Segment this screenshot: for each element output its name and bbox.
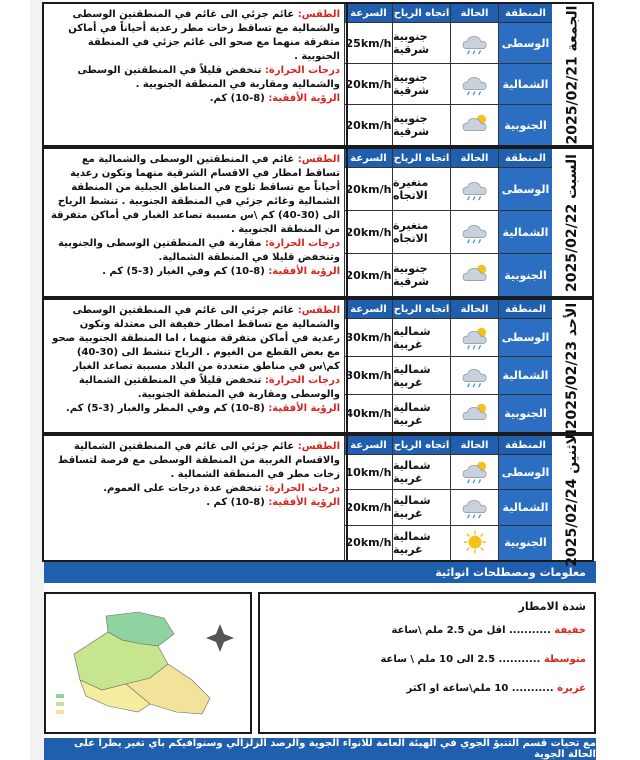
cloud-rain-icon	[458, 176, 492, 202]
visibility-paragraph	[50, 265, 340, 279]
cloud-rain-icon	[458, 363, 492, 389]
region-name: الجنوبية	[498, 525, 552, 560]
visibility-paragraph-label: الرؤية الأفقية:	[268, 266, 340, 277]
temperature-paragraph-label: درجات الحرارة:	[264, 238, 340, 249]
day-forecast	[42, 147, 594, 298]
header-state: الحالة	[450, 436, 498, 454]
forecast-description	[44, 4, 348, 145]
forecast-description	[44, 300, 348, 432]
region-name: الشمالية	[498, 489, 552, 524]
partly-cloudy-icon	[458, 112, 492, 138]
weather-paragraph	[50, 153, 340, 237]
region-name: الجنوبية	[498, 253, 552, 296]
visibility-paragraph-label: الرؤية الأفقية:	[268, 403, 340, 414]
weather-paragraph-text: غائم في المنطقتين الوسطى والشمالية مع تساقط امطار في الاقسام الشرقية منهما وتكون رعدية أحياناً مع تساقط ثلوج في المناطق الجبلية من المنطقة الشمالية وغائم جزئي في المنطقة الجنوبية . تنشط الرياح الى (30-40) كم \س مسببة تصاعد الغبار في أماكن متفرقة من المنطقة الجنوبية .	[50, 154, 340, 235]
temperature-paragraph-label: درجات الحرارة:	[264, 375, 340, 386]
header-region: المنطقة	[498, 4, 552, 22]
forecast-table	[344, 436, 552, 560]
visibility-paragraph-label: الرؤية الأفقية:	[268, 93, 340, 104]
wind-speed: 20km/h	[344, 489, 392, 524]
day-forecast	[42, 298, 594, 434]
region-name: الشمالية	[498, 210, 552, 253]
wind-direction: شمالية غربية	[392, 356, 450, 394]
day-forecast	[42, 429, 594, 567]
region-name: الجنوبية	[498, 104, 552, 145]
date-column	[550, 429, 592, 567]
temperature-paragraph-text: مقاربة في المنطقتين الوسطى والجنوبية وتنخفض قليلا في المنطقة الشمالية.	[58, 238, 340, 263]
weather-paragraph	[50, 304, 340, 374]
header-state: الحالة	[450, 149, 498, 167]
header-region: المنطقة	[498, 436, 552, 454]
weather-state-cell	[450, 210, 498, 253]
footer-bar	[44, 738, 596, 760]
legend-item-name: متوسطة	[543, 654, 586, 665]
weather-state-cell	[450, 356, 498, 394]
weather-paragraph-label: الطقس:	[297, 305, 340, 316]
info-title: معلومات ومصطلحات انوائية	[435, 565, 586, 579]
temperature-paragraph-text: تنخفض قليلاً في المنطقتين الوسطى والشمالية ومقاربة في المنطقة الجنوبية .	[77, 65, 340, 90]
cloud-rain-icon	[458, 30, 492, 56]
header-region: المنطقة	[498, 149, 552, 167]
weather-state-cell	[450, 394, 498, 432]
iraq-regions-map	[44, 592, 252, 734]
wind-direction: شمالية غربية	[392, 454, 450, 489]
wind-direction: متغيرة الاتجاه	[392, 210, 450, 253]
wind-direction: جنوبية شرقية	[392, 253, 450, 296]
visibility-paragraph-text: (8-10) كم وفي المطر والغبار (3-5) كم.	[66, 403, 265, 414]
weather-paragraph	[50, 440, 340, 482]
cloud-rain-icon	[458, 71, 492, 97]
weather-paragraph-label: الطقس:	[297, 441, 340, 452]
legend-item-desc: ........... اقل من 2.5 ملم \ساعة	[391, 625, 551, 636]
day-date: الأحد 2025/02/23	[564, 302, 580, 430]
weather-paragraph	[50, 8, 340, 64]
wind-direction: شمالية غربية	[392, 318, 450, 356]
weather-paragraph-text: غائم جزئي الى غائم في المنطقتين الشمالية والاقسام الغربية من المنطقة الوسطى مع فرصة لتساقط زخات مطر في المنطقة الشمالية .	[57, 441, 340, 480]
region-name: الوسطى	[498, 22, 552, 63]
region-name: الوسطى	[498, 454, 552, 489]
wind-direction: متغيرة الاتجاه	[392, 167, 450, 210]
legend-item	[268, 683, 586, 694]
weather-state-cell	[450, 454, 498, 489]
legend-item	[268, 625, 586, 636]
header-wind-dir: اتجاه الرياح	[392, 300, 450, 318]
header-speed: السرعة	[344, 4, 392, 22]
temperature-paragraph	[50, 237, 340, 265]
temperature-paragraph	[50, 64, 340, 92]
weather-state-cell	[450, 253, 498, 296]
wind-speed: 20km/h	[344, 253, 392, 296]
date-column	[550, 149, 592, 296]
header-wind-dir: اتجاه الرياح	[392, 4, 450, 22]
wind-speed: 20km/h	[344, 210, 392, 253]
forecast-table	[344, 4, 552, 145]
weather-state-cell	[450, 318, 498, 356]
wind-speed: 30km/h	[344, 356, 392, 394]
wind-direction: جنوبية شرقية	[392, 22, 450, 63]
visibility-paragraph-text: (8-10) كم.	[209, 93, 265, 104]
header-speed: السرعة	[344, 436, 392, 454]
wind-direction: شمالية غربية	[392, 525, 450, 560]
wind-speed: 20km/h	[344, 63, 392, 104]
header-state: الحالة	[450, 300, 498, 318]
temperature-paragraph	[50, 482, 340, 496]
sun-icon	[458, 530, 492, 556]
wind-speed: 20km/h	[344, 525, 392, 560]
partly-cloudy-icon	[458, 262, 492, 288]
temperature-paragraph-text: تنخفض قليلاً في المنطقتين الشمالية والوسطى ومقاربة في المنطقة الجنوبية.	[78, 375, 340, 400]
weather-paragraph-label: الطقس:	[297, 154, 340, 165]
wind-speed: 40km/h	[344, 394, 392, 432]
weather-state-cell	[450, 22, 498, 63]
region-name: الشمالية	[498, 356, 552, 394]
date-column	[550, 4, 592, 145]
temperature-paragraph	[50, 374, 340, 402]
visibility-paragraph-label: الرؤية الأفقية:	[268, 497, 340, 508]
legend-item-desc: ........... 2.5 الى 10 ملم \ ساعة	[380, 654, 541, 665]
day-date: الجمعة 2025/02/21	[564, 5, 580, 144]
wind-speed: 10km/h	[344, 454, 392, 489]
legend-item-name: غزيرة	[557, 683, 586, 694]
region-name: الجنوبية	[498, 394, 552, 432]
weather-paragraph-text: غائم جزئي الى غائم في المنطقتين الوسطى والشمالية مع تساقط زخات مطر رعدية أحياناً في أماكن متفرقة منهما مع صحو الى غائم جزئي في المنطقة الجنوبية .	[68, 9, 340, 62]
region-name: الوسطى	[498, 167, 552, 210]
legend-item	[268, 654, 586, 665]
wind-direction: شمالية غربية	[392, 489, 450, 524]
region-name: الوسطى	[498, 318, 552, 356]
temperature-paragraph-text: تنخفض عدة درجات على العموم.	[103, 483, 262, 494]
header-speed: السرعة	[344, 300, 392, 318]
cloud-rain-icon	[458, 494, 492, 520]
visibility-paragraph-text: (8-10) كم وفي الغبار (3-5) كم .	[102, 266, 265, 277]
forecast-description	[44, 436, 348, 560]
info-title-bar	[44, 561, 596, 583]
forecast-table	[344, 149, 552, 296]
weather-state-cell	[450, 167, 498, 210]
legend-item-desc: ........... 10 ملم\ساعة او اكثر	[406, 683, 554, 694]
visibility-paragraph	[50, 496, 340, 510]
date-column	[550, 300, 592, 432]
wind-direction: جنوبية شرقية	[392, 63, 450, 104]
sun-cloud-rain-icon	[458, 325, 492, 351]
rain-intensity-legend	[258, 592, 596, 734]
wind-speed: 30km/h	[344, 318, 392, 356]
legend-item-name: خفيفة	[554, 625, 586, 636]
header-state: الحالة	[450, 4, 498, 22]
header-region: المنطقة	[498, 300, 552, 318]
wind-speed: 25km/h	[344, 22, 392, 63]
partly-cloudy-icon	[458, 401, 492, 427]
temperature-paragraph-label: درجات الحرارة:	[264, 483, 340, 494]
weather-state-cell	[450, 63, 498, 104]
map-image	[46, 594, 250, 732]
header-speed: السرعة	[344, 149, 392, 167]
weather-state-cell	[450, 525, 498, 560]
weather-paragraph-text: غائم جزئي الى غائم في المنطقتين الوسطى والشمالية مع تساقط امطار خفيفة الى معتدلة وتكون رعدية في أماكن متفرقة منهما ، اما المنطقة الجنوبية صحو مع بعض القطع من الغيوم . الرياح تنشط الى (30-40) كم\س في مناطق متعددة من البلاد مسببة تصاعد الغبار	[52, 305, 340, 372]
weather-paragraph-label: الطقس:	[297, 9, 340, 20]
region-name: الشمالية	[498, 63, 552, 104]
weather-state-cell	[450, 104, 498, 145]
temperature-paragraph-label: درجات الحرارة:	[264, 65, 340, 76]
visibility-paragraph	[50, 92, 340, 106]
compass-icon	[206, 624, 234, 652]
day-forecast	[42, 2, 594, 147]
sun-cloud-rain-icon	[458, 459, 492, 485]
cloud-rain-icon	[458, 219, 492, 245]
visibility-paragraph-text: (8-10) كم .	[206, 497, 265, 508]
footer-text: مع تحيات قسم التنبؤ الجوي في الهيئة العامة للانواء الجوية والرصد الزلزالي وسنوافيكم باي تغير يطرأ على الحالة الجوية	[74, 738, 596, 760]
forecast-table	[344, 300, 552, 432]
forecast-description	[44, 149, 348, 296]
wind-speed: 20km/h	[344, 104, 392, 145]
weather-state-cell	[450, 489, 498, 524]
wind-direction: شمالية غربية	[392, 394, 450, 432]
header-wind-dir: اتجاه الرياح	[392, 436, 450, 454]
legend-title: شدة الامطار	[518, 600, 586, 613]
visibility-paragraph	[50, 402, 340, 416]
day-date: الاثنين 2025/02/24	[564, 429, 581, 567]
day-date: السبت 2025/02/22	[564, 153, 580, 292]
wind-direction: جنوبية شرقية	[392, 104, 450, 145]
header-wind-dir: اتجاه الرياح	[392, 149, 450, 167]
wind-speed: 20km/h	[344, 167, 392, 210]
